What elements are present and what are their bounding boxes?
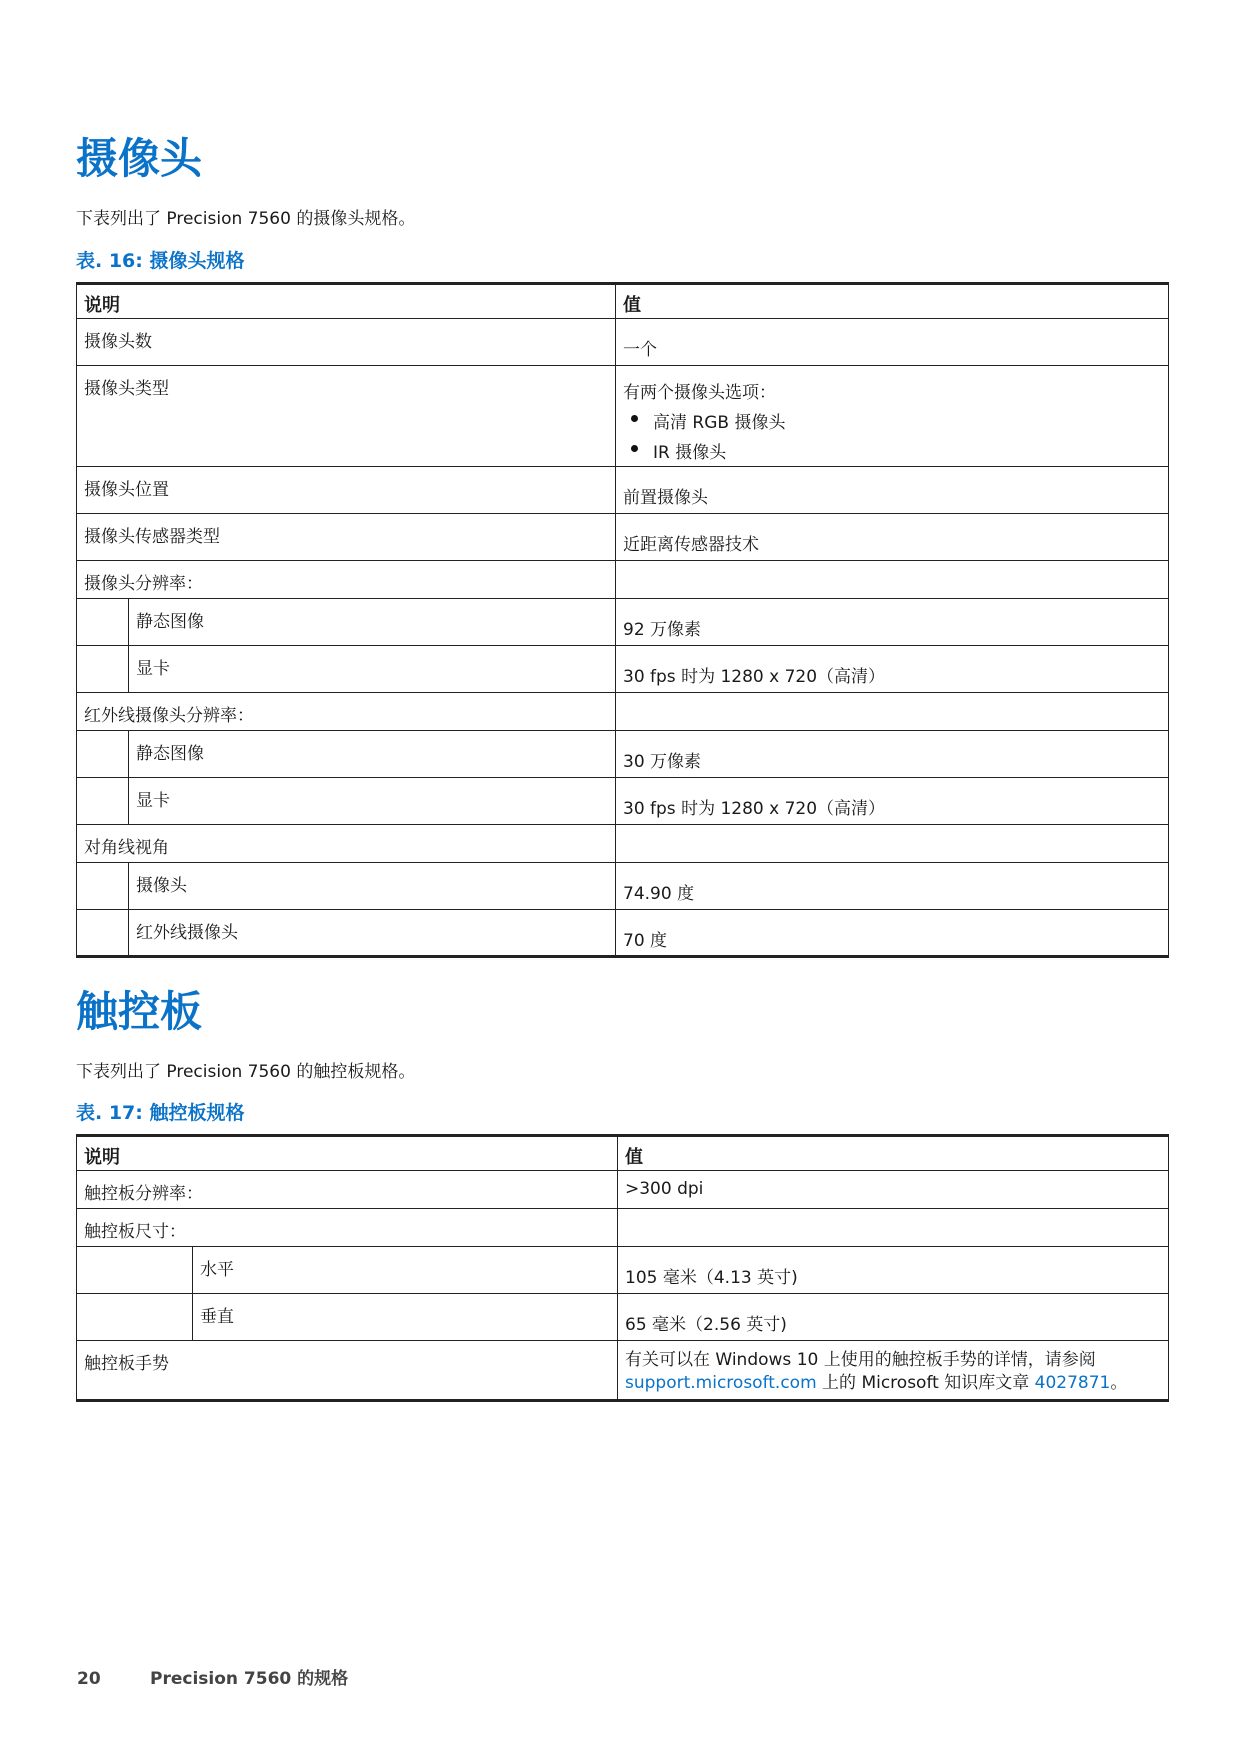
- row-value: 105 毫米（4.13 英寸): [618, 1247, 1169, 1294]
- row-label: 摄像头位置: [77, 467, 616, 514]
- indent-cell: [77, 863, 129, 910]
- kb-article-link[interactable]: 4027871: [1034, 1372, 1111, 1393]
- row-label: 红外线摄像头: [129, 910, 616, 957]
- camera-heading: 摄像头: [76, 134, 203, 183]
- touchpad-spec-table: [76, 1134, 1169, 1402]
- table-row: [77, 1294, 1169, 1341]
- gestures-text-mid: 上的 Microsoft 知识库文章: [816, 1372, 1035, 1393]
- touchpad-table-caption: 表. 17: 触控板规格: [76, 1102, 245, 1124]
- table-row: [77, 467, 1169, 514]
- row-value: 30 fps 时为 1280 x 720（高清）: [616, 778, 1169, 825]
- row-label: 静态图像: [129, 599, 616, 646]
- row-label: 摄像头数: [77, 319, 616, 366]
- row-label: 显卡: [129, 646, 616, 693]
- indent-cell: [77, 778, 129, 825]
- list-item: 高清 RGB 摄像头: [623, 408, 1161, 433]
- indent-cell: [77, 731, 129, 778]
- camera-intro: 下表列出了 Precision 7560 的摄像头规格。: [76, 209, 416, 229]
- row-label: 垂直: [193, 1294, 618, 1341]
- table-row: [77, 863, 1169, 910]
- table-header-row: [77, 284, 1169, 319]
- table-row: [77, 1209, 1169, 1247]
- footer-title: Precision 7560 的规格: [150, 1669, 349, 1689]
- row-label: 水平: [193, 1247, 618, 1294]
- table-row: [77, 778, 1169, 825]
- row-value: 70 度: [616, 910, 1169, 957]
- row-value: 近距离传感器技术: [616, 514, 1169, 561]
- table-row: [77, 319, 1169, 366]
- row-value: >300 dpi: [618, 1171, 1169, 1209]
- table-row: [77, 1341, 1169, 1401]
- row-label: 红外线摄像头分辨率：: [77, 693, 616, 731]
- row-value: [618, 1209, 1169, 1247]
- row-label: 触控板手势: [77, 1341, 618, 1401]
- row-value: [616, 693, 1169, 731]
- row-value: [618, 1341, 1169, 1401]
- table-row: [77, 693, 1169, 731]
- row-label: 显卡: [129, 778, 616, 825]
- row-label: 摄像头类型: [77, 366, 616, 467]
- gestures-text-end: 。: [1110, 1372, 1128, 1393]
- camera-options-list: [623, 408, 1161, 463]
- row-label: 摄像头分辨率：: [77, 561, 616, 599]
- row-value: 74.90 度: [616, 863, 1169, 910]
- table-row: [77, 599, 1169, 646]
- indent-cell: [77, 1247, 193, 1294]
- column-header-value: 值: [618, 1136, 1169, 1171]
- row-value: [616, 825, 1169, 863]
- row-value: [616, 366, 1169, 467]
- camera-table-caption: 表. 16: 摄像头规格: [76, 250, 245, 272]
- row-value: 一个: [616, 319, 1169, 366]
- table-row: [77, 561, 1169, 599]
- table-row: [77, 731, 1169, 778]
- column-header-desc: 说明: [77, 1136, 618, 1171]
- table-row: [77, 366, 1169, 467]
- row-label: 摄像头: [129, 863, 616, 910]
- column-header-value: 值: [616, 284, 1169, 319]
- indent-cell: [77, 910, 129, 957]
- page-number: 20: [77, 1669, 101, 1689]
- table-row: [77, 825, 1169, 863]
- indent-cell: [77, 646, 129, 693]
- row-label: 对角线视角: [77, 825, 616, 863]
- support-link[interactable]: support.microsoft.com: [625, 1372, 817, 1393]
- row-value: 92 万像素: [616, 599, 1169, 646]
- gestures-text: 有关可以在 Windows 10 上使用的触控板手势的详情，请参阅: [625, 1350, 1096, 1370]
- table-row: [77, 910, 1169, 957]
- touchpad-heading: 触控板: [76, 987, 203, 1036]
- indent-cell: [77, 599, 129, 646]
- camera-options-intro: 有两个摄像头选项：: [623, 383, 776, 403]
- table-row: [77, 514, 1169, 561]
- row-label: 摄像头传感器类型: [77, 514, 616, 561]
- table-row: [77, 1171, 1169, 1209]
- row-value: [616, 561, 1169, 599]
- list-item: IR 摄像头: [623, 438, 1161, 463]
- row-label: 静态图像: [129, 731, 616, 778]
- row-value: 30 fps 时为 1280 x 720（高清）: [616, 646, 1169, 693]
- touchpad-intro: 下表列出了 Precision 7560 的触控板规格。: [76, 1062, 416, 1082]
- row-value: 30 万像素: [616, 731, 1169, 778]
- row-label: 触控板分辨率：: [77, 1171, 618, 1209]
- camera-spec-table: [76, 282, 1169, 958]
- column-header-desc: 说明: [77, 284, 616, 319]
- indent-cell: [77, 1294, 193, 1341]
- row-value: 前置摄像头: [616, 467, 1169, 514]
- page-footer: [77, 1664, 348, 1689]
- table-header-row: [77, 1136, 1169, 1171]
- row-value: 65 毫米（2.56 英寸): [618, 1294, 1169, 1341]
- table-row: [77, 1247, 1169, 1294]
- row-label: 触控板尺寸：: [77, 1209, 618, 1247]
- table-row: [77, 646, 1169, 693]
